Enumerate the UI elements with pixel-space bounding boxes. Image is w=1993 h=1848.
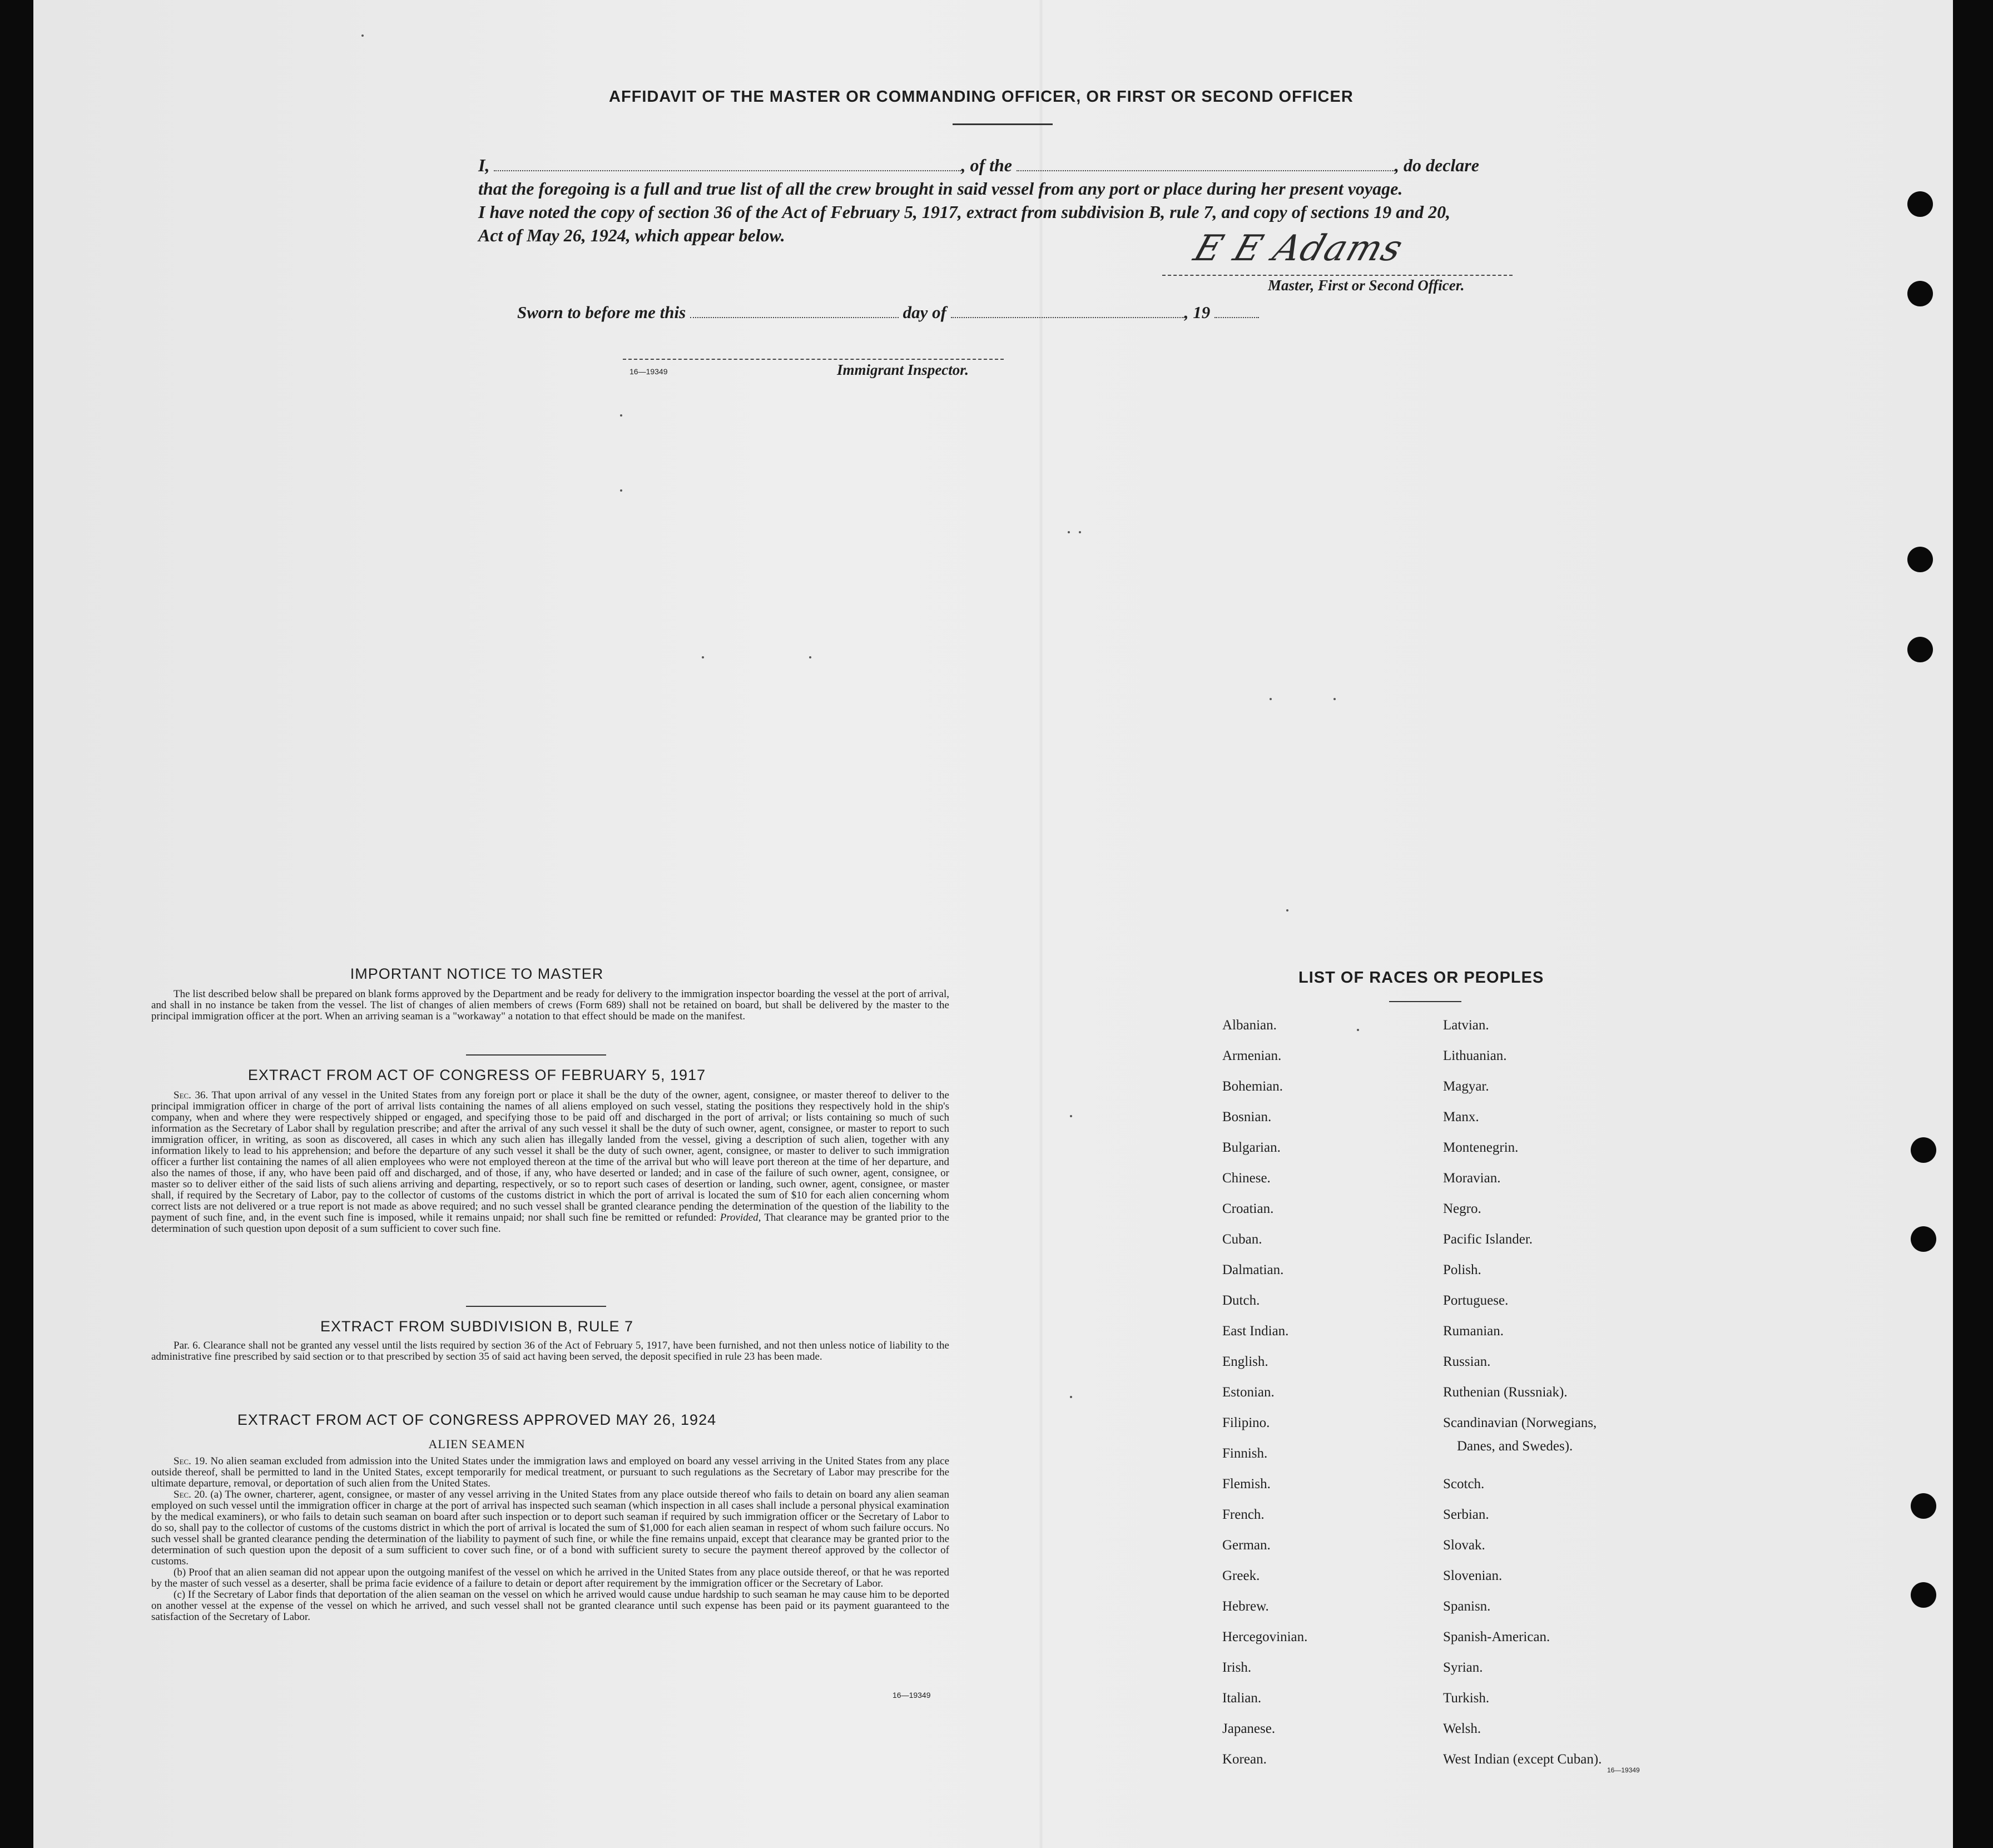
punch-hole bbox=[1911, 1137, 1936, 1163]
races-divider bbox=[1389, 1001, 1461, 1002]
race-item: East Indian. bbox=[1222, 1324, 1289, 1339]
race-item: Chinese. bbox=[1222, 1171, 1271, 1186]
section-20c-paragraph: (c) If the Secretary of Labor finds that deportation of the alien seaman on the vessel on which he arrived would cause undue hardship to such seaman he may cause him to be deported on another vessel at the expense of the vessel on which he arrived, and such vessel shall not be granted clearance until such expense has been paid or its payment guaranteed to the satisfaction of the Secretary of Labor. bbox=[151, 1589, 949, 1623]
paper-speck bbox=[620, 489, 622, 492]
sworn-day-of: day of bbox=[903, 303, 946, 322]
section-20a-paragraph bbox=[151, 1489, 949, 1567]
paper-speck bbox=[1068, 531, 1070, 533]
inspector-label: Immigrant Inspector. bbox=[837, 361, 969, 378]
paper-speck bbox=[702, 656, 704, 658]
paper-speck bbox=[809, 656, 811, 658]
race-item: Bohemian. bbox=[1222, 1079, 1283, 1094]
paper-speck bbox=[1079, 531, 1081, 533]
race-item: Albanian. bbox=[1222, 1018, 1277, 1033]
vessel-blank bbox=[1017, 157, 1395, 171]
race-item: Estonian. bbox=[1222, 1385, 1275, 1400]
extract-rule7-text bbox=[151, 1340, 949, 1363]
paper-speck bbox=[620, 414, 622, 417]
race-item: Slovenian. bbox=[1443, 1568, 1503, 1583]
race-item: Slovak. bbox=[1443, 1538, 1485, 1553]
section-36-text: That upon arrival of any vessel in the United States from any foreign port or place it shall be the duty of the owner, agent, consignee, or master thereof to deliver to the principal immigration officer in charge of the port of arrival lists containing the names of all aliens employed on such vessel, stating the positions they respectively hold in the ship's company, when and where they were respectively shipped or engaged, and specifying those to be paid off and discharged in the port of arrival; or lists containing so much of such information as the Secretary of Labor shall by regulation prescribe; and after the arrival of any such vessel it shall be the duty of such owner, agent, consignee, or master to report to such immigration officer, in writing, as soon as discovered, all cases in which any such alien has illegally landed from the vessel, giving a description of such alien, together with any information likely to lead to his apprehension; and before the departure of any such vessel it shall be the duty of such owner, agent, consignee, or master to deliver to such immigration officer a further list containing the names of all alien employees who were not employed thereon at the time of the arrival but who will leave port thereon at the time of her departure, and also the names of those, if any, who have been paid off and discharged, and of those, if any, who have deserted or landed; and in case of the failure of such owner, agent, consignee, or master so to deliver either of the said lists of such aliens arriving and departing, respectively, or so to report such cases of desertion or landing, such owner, agent, consignee, or master shall, if required by the Secretary of Labor, pay to the collector of customs of the customs district in which the port of arrival is located the sum of $10 for each alien concerning whom correct lists are not delivered or a true report is not made as above required; and no such vessel shall be granted clearance pending the determination of the question of the liability to the payment of such fine, and, in the event such fine is imposed, while it remains unpaid; nor shall such fine be remitted or refunded: bbox=[151, 1089, 949, 1223]
race-item: Polish. bbox=[1443, 1262, 1481, 1277]
race-item: Hebrew. bbox=[1222, 1599, 1269, 1614]
section-20b-paragraph: (b) Proof that an alien seaman did not appear upon the outgoing manifest of the vessel on which he arrived in the United States from any place outside thereof, or that he was reported by the master of such vessel as a deserter, shall be prima facie evidence of a failure to detain or deport after requirement by the immigration officer or the Secretary of Labor. bbox=[151, 1567, 949, 1589]
section-label: Sec. 19. bbox=[173, 1455, 208, 1467]
punch-hole bbox=[1911, 1582, 1936, 1608]
affidavit-i: I, bbox=[478, 155, 490, 175]
section-36-paragraph bbox=[151, 1090, 949, 1235]
race-item: Negro. bbox=[1443, 1201, 1481, 1216]
punch-hole bbox=[1911, 1226, 1936, 1252]
rule7-paragraph: Par. 6. Clearance shall not be granted any vessel until the lists required by section 36 of the Act of February 5, 1917, have been furnished, and not then unless notice of liability to the administrative fine prescribed by said section or to that prescribed by section 35 of said act having been served, the deposit specified in rule 23 has been made. bbox=[151, 1340, 949, 1363]
paper-speck bbox=[1333, 698, 1336, 700]
sworn-prefix: Sworn to before me this bbox=[517, 303, 686, 322]
signature-line bbox=[1162, 275, 1513, 276]
punch-hole bbox=[1907, 637, 1933, 662]
notice-paragraph: The list described below shall be prepared on blank forms approved by the Department and be ready for delivery to the immigration inspector boarding the vessel at the port of arrival, and shall in no instance be taken from the vessel. The list of changes of alien members of crews (Form 689) shall not be retained on board, but shall be delivered by the master to the principal immigration officer at the port. When an arriving seaman is a "workaway" a notation to that effect should be made on the manifest. bbox=[151, 988, 949, 1022]
section-19-paragraph bbox=[151, 1456, 949, 1489]
race-item: Magyar. bbox=[1443, 1079, 1489, 1094]
race-item: Scandinavian (Norwegians, bbox=[1443, 1415, 1597, 1430]
section-36-text-end: That clearance may be granted prior to the determination of such question upon deposit of a sum sufficient to cover such fine. bbox=[151, 1212, 949, 1235]
title-divider bbox=[953, 123, 1053, 125]
race-item: Spanisn. bbox=[1443, 1599, 1491, 1614]
notice-title: IMPORTANT NOTICE TO MASTER bbox=[350, 965, 604, 982]
race-item: Pacific Islander. bbox=[1443, 1232, 1533, 1247]
race-item: Welsh. bbox=[1443, 1721, 1481, 1736]
punch-hole bbox=[1911, 1493, 1936, 1519]
section-label: Sec. 36. bbox=[173, 1089, 209, 1101]
sworn-date-blank bbox=[690, 304, 899, 318]
race-item: Turkish. bbox=[1443, 1691, 1490, 1706]
form-number: 16—19349 bbox=[1607, 1766, 1640, 1774]
extract-1917-title: EXTRACT FROM ACT OF CONGRESS OF FEBRUARY 5, 1917 bbox=[247, 1067, 706, 1083]
race-item: Croatian. bbox=[1222, 1201, 1274, 1216]
race-item: Serbian. bbox=[1443, 1507, 1489, 1522]
race-item: Cuban. bbox=[1222, 1232, 1262, 1247]
paper-speck bbox=[1270, 698, 1272, 700]
sworn-line bbox=[517, 303, 1259, 323]
race-item: Armenian. bbox=[1222, 1048, 1282, 1063]
race-item: Scotch. bbox=[1443, 1477, 1485, 1492]
affidavit-line-2: that the foregoing is a full and true list of all the crew brought in said vessel from any port or place during her present voyage. bbox=[478, 179, 1403, 199]
form-number: 16—19349 bbox=[893, 1691, 931, 1700]
race-item: Bosnian. bbox=[1222, 1109, 1272, 1124]
paper-speck bbox=[1070, 1396, 1072, 1398]
name-blank bbox=[494, 157, 961, 171]
race-item: West Indian (except Cuban). bbox=[1443, 1752, 1602, 1767]
race-item: Korean. bbox=[1222, 1752, 1267, 1767]
race-item: Finnish. bbox=[1222, 1446, 1268, 1461]
race-item: Lithuanian. bbox=[1443, 1048, 1507, 1063]
signature-label: Master, First or Second Officer. bbox=[1268, 277, 1465, 294]
alien-seamen-subtitle: ALIEN SEAMEN bbox=[428, 1437, 525, 1451]
affidavit-declare: , do declare bbox=[1395, 155, 1479, 175]
race-item: Greek. bbox=[1222, 1568, 1260, 1583]
race-item: Japanese. bbox=[1222, 1721, 1276, 1736]
race-item: English. bbox=[1222, 1354, 1268, 1369]
race-item: Manx. bbox=[1443, 1109, 1479, 1124]
extract-1917-text bbox=[151, 1090, 949, 1235]
race-item: Irish. bbox=[1222, 1660, 1252, 1675]
paper-speck bbox=[1286, 909, 1288, 911]
extract-1924-text bbox=[151, 1456, 949, 1623]
form-number: 16—19349 bbox=[629, 367, 668, 376]
race-item: Dutch. bbox=[1222, 1293, 1260, 1308]
race-item: Bulgarian. bbox=[1222, 1140, 1281, 1155]
inspector-signature-line bbox=[623, 359, 1004, 360]
race-item: Filipino. bbox=[1222, 1415, 1270, 1430]
paper-speck bbox=[361, 34, 364, 37]
race-item: Dalmatian. bbox=[1222, 1262, 1284, 1277]
extract-rule7-title: EXTRACT FROM SUBDIVISION B, RULE 7 bbox=[320, 1318, 634, 1335]
race-item: German. bbox=[1222, 1538, 1271, 1553]
section-label: Sec. 20. bbox=[173, 1489, 207, 1500]
affidavit-line-4: Act of May 26, 1924, which appear below. bbox=[478, 225, 785, 245]
race-item: Spanish-American. bbox=[1443, 1629, 1550, 1644]
handwritten-signature: E E Adams bbox=[1188, 228, 1409, 269]
race-item: Ruthenian (Russniak). bbox=[1443, 1385, 1568, 1400]
race-item: Montenegrin. bbox=[1443, 1140, 1519, 1155]
race-item: Rumanian. bbox=[1443, 1324, 1504, 1339]
section-divider bbox=[466, 1306, 606, 1307]
races-title: LIST OF RACES OR PEOPLES bbox=[1298, 969, 1544, 987]
affidavit-of-the: , of the bbox=[961, 155, 1012, 175]
race-item: Hercegovinian. bbox=[1222, 1629, 1308, 1644]
section-20a-text: (a) The owner, charterer, agent, consignee, or master of any vessel arriving in the United States from any place outside thereof who fails to detain on board any alien seaman employed on such vessel until the immigration officer in charge at the port of arrival has inspected such seaman (which inspection in all cases shall include a personal physical examination by the medical examiners), or who fails to detain such seaman on board after such inspection or to deport such seaman if required by such immigration officer or the Secretary of Labor to do so, shall pay to the collector of customs of the customs district in which the port of arrival is located the sum of $1,000 for each alien seaman in respect of whom such failure occurs. No such vessel shall be granted clearance pending the determination of the liability to payment of such fine, or while the fine remains unpaid, except that clearance may be granted prior to the determination of such question upon the deposit of a sum sufficient to cover such fine, or of a bond with sufficient surety to secure the payment thereof approved by the collector of customs. bbox=[151, 1489, 950, 1567]
sworn-month-blank bbox=[951, 304, 1184, 318]
affidavit-line-3: I have noted the copy of section 36 of the Act of February 5, 1917, extract from subdivision B, rule 7, and copy of sections 19 and 20, bbox=[478, 202, 1451, 222]
section-19-text: No alien seaman excluded from admission into the United States under the immigration laws and employed on board any vessel arriving in the United States from any place outside thereof, shall be permitted to land in the United States, except temporarily for medical treatment, or pursuant to such regulations as the Secretary of Labor may prescribe for the ultimate departure, removal, or deportation of such alien from the United States. bbox=[151, 1455, 950, 1489]
extract-1924-title: EXTRACT FROM ACT OF CONGRESS APPROVED MAY 26, 1924 bbox=[237, 1411, 717, 1428]
punch-hole bbox=[1907, 191, 1933, 217]
provided-word: Provided, bbox=[720, 1212, 761, 1223]
section-divider bbox=[466, 1054, 606, 1056]
sworn-year: , 19 bbox=[1184, 303, 1211, 322]
page-fold bbox=[1040, 0, 1042, 1848]
punch-hole bbox=[1907, 547, 1933, 572]
race-item-scandinavian-cont: Danes, and Swedes). bbox=[1457, 1439, 1573, 1454]
race-item: Latvian. bbox=[1443, 1018, 1489, 1033]
affidavit-title: AFFIDAVIT OF THE MASTER OR COMMANDING OFFICER, OR FIRST OR SECOND OFFICER bbox=[609, 88, 1354, 106]
race-item: Portuguese. bbox=[1443, 1293, 1509, 1308]
paper-speck bbox=[1357, 1029, 1359, 1031]
notice-text bbox=[151, 989, 949, 1022]
punch-hole bbox=[1907, 281, 1933, 306]
race-item: Russian. bbox=[1443, 1354, 1491, 1369]
sworn-year-blank bbox=[1214, 304, 1259, 318]
race-item: Flemish. bbox=[1222, 1477, 1271, 1492]
paper-speck bbox=[1070, 1115, 1072, 1117]
race-item: Syrian. bbox=[1443, 1660, 1483, 1675]
race-item: Italian. bbox=[1222, 1691, 1262, 1706]
race-item: Moravian. bbox=[1443, 1171, 1501, 1186]
race-item: French. bbox=[1222, 1507, 1265, 1522]
